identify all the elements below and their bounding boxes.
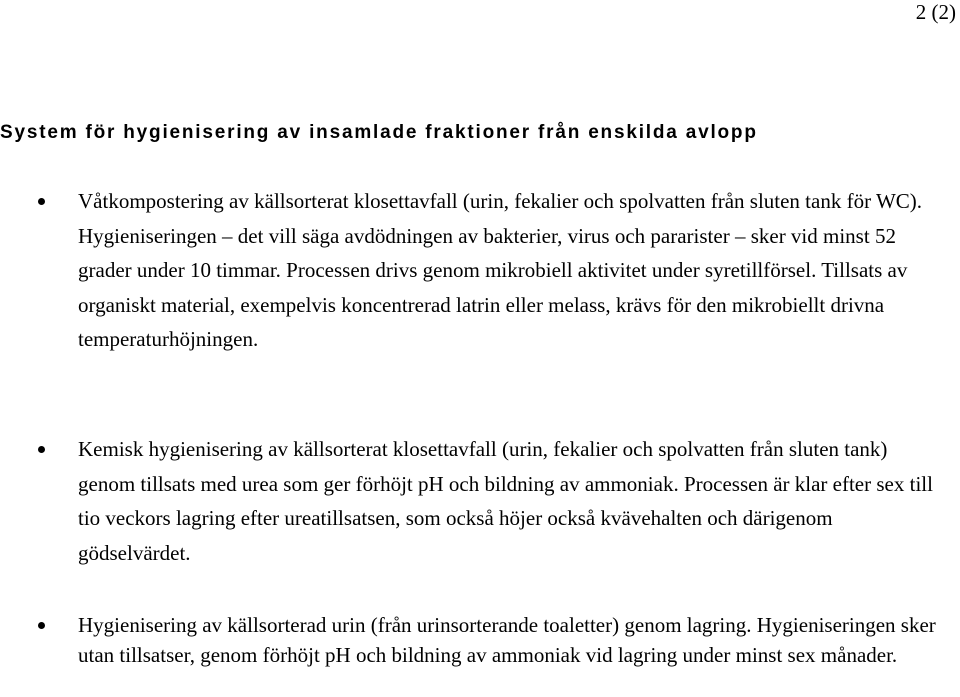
bullet-dot-icon bbox=[38, 446, 45, 453]
bullet-item-chemical-hygienization bbox=[78, 432, 938, 570]
bullet-item-urine-storage bbox=[78, 610, 938, 670]
bullet-item-wet-composting bbox=[78, 184, 938, 357]
section-heading: System för hygienisering av insamlade fraktioner från enskilda avlopp bbox=[0, 122, 758, 143]
bullet-text: Hygienisering av källsorterad urin (från urinsorterande toaletter) genom lagring. Hygieniseringen sker utan tillsatser, genom förhöjt pH och bildning av ammoniak vid lagring under minst sex månader. bbox=[78, 613, 936, 667]
bullet-dot-icon bbox=[38, 198, 45, 205]
bullet-text: Våtkompostering av källsorterat klosettavfall (urin, fekalier och spolvatten från sluten tank för WC). Hygieniseringen – det vill säga avdödningen av bakterier, virus och pararister – sker vid minst 52 grader under 10 timmar. Processen drivs genom mikrobiell aktivitet under syretillförsel. Tillsats av organiskt material, exempelvis koncentrerad latrin eller melass, krävs för den mikrobiellt drivna temperaturhöjningen. bbox=[78, 189, 923, 351]
page-number: 2 (2) bbox=[915, 0, 956, 24]
bullet-dot-icon bbox=[38, 622, 45, 629]
bullet-text: Kemisk hygienisering av källsorterat klosettavfall (urin, fekalier och spolvatten från sluten tank) genom tillsats med urea som ger förhöjt pH och bildning av ammoniak. Processen är klar efter sex till tio veckors lagring efter ureatillsatsen, som också höjer också kvävehalten och därigenom gödselvärdet. bbox=[78, 437, 933, 565]
